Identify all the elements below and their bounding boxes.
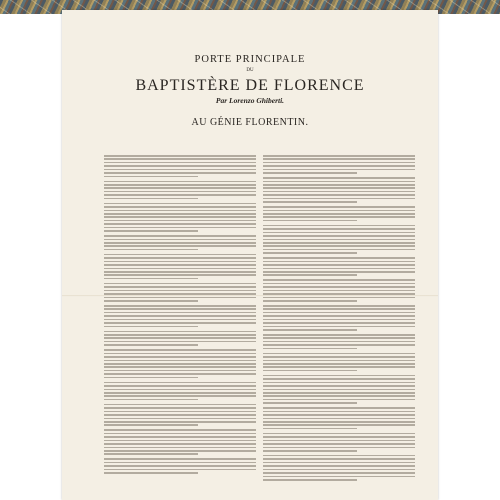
text-line [104,349,256,351]
text-line [263,194,415,196]
text-line [263,348,357,350]
text-line [104,312,256,314]
text-line [104,377,198,379]
text-line [263,326,415,328]
text-line [104,404,256,406]
text-line [104,469,256,471]
text-line [263,462,415,464]
text-line [263,249,415,251]
text-line [263,341,415,343]
text-line [104,331,256,333]
text-line [263,329,357,331]
text-line [263,235,415,237]
text-line [263,465,415,467]
text-line [263,334,415,336]
paragraph-gap [104,476,256,478]
text-line [263,308,415,310]
text-line [104,187,256,189]
text-line [104,286,256,288]
text-line [104,194,256,196]
text-line [104,198,198,200]
text-line [263,428,357,430]
heading-line-1: PORTE PRINCIPALE [194,54,306,65]
text-line [263,344,415,346]
text-line [263,392,415,394]
text-line [263,440,415,442]
text-line [104,254,256,256]
text-line [263,242,415,244]
text-line [263,385,415,387]
text-line [263,360,415,362]
text-line [104,249,198,251]
text-line [263,286,415,288]
text-line [104,450,256,452]
text-line [263,402,357,404]
text-line [263,476,415,478]
text-line [104,158,256,160]
body-text-column-right [263,155,415,493]
text-line [263,479,357,481]
author-line: Par Lorenzo Ghiberti. [215,96,285,105]
text-line [263,363,415,365]
text-line [263,297,415,299]
text-line [263,305,415,307]
text-line [104,297,256,299]
text-line [263,433,415,435]
text-line [104,370,256,372]
text-line [104,319,256,321]
text-line [263,458,415,460]
text-line [104,206,256,208]
text-line [104,308,256,310]
text-line [104,305,256,307]
text-line [104,395,256,397]
text-line [263,225,415,227]
text-line [104,334,256,336]
text-line [263,370,357,372]
text-line [263,436,415,438]
text-line [263,274,357,276]
text-line [104,363,256,365]
text-line [263,220,357,222]
text-line [263,216,415,218]
text-line [104,326,198,328]
heading-main: BAPTISTÈRE DE FLORENCE [135,77,365,94]
text-line [104,261,256,263]
text-line [104,274,256,276]
text-line [104,216,256,218]
text-line [263,228,415,230]
text-line [104,462,256,464]
text-line [104,155,256,157]
text-line [104,293,256,295]
text-line [263,155,415,157]
text-line [263,447,415,449]
text-line [104,465,256,467]
dedication-heading: AU GÉNIE FLORENTIN. [191,117,309,128]
text-line [104,191,256,193]
text-line [104,210,256,212]
text-line [104,230,198,232]
text-line [263,418,415,420]
text-line [104,399,198,401]
text-line [263,356,415,358]
text-line [104,239,256,241]
text-line [104,433,256,435]
text-line [104,373,256,375]
text-line [263,399,415,401]
text-line [263,177,415,179]
text-line [263,353,415,355]
text-line [104,447,256,449]
text-line [104,360,256,362]
text-line [263,293,415,295]
text-line [263,169,415,171]
text-line [104,356,256,358]
text-line [263,261,415,263]
text-line [104,278,198,280]
text-line [104,341,256,343]
text-line [104,203,256,205]
text-line [263,389,415,391]
text-line [104,418,256,420]
text-line [263,382,415,384]
text-line [104,169,256,171]
text-line [263,191,415,193]
text-line [263,239,415,241]
text-line [263,337,415,339]
text-line [104,443,256,445]
text-line [263,414,415,416]
text-line [104,227,256,229]
text-line [263,407,415,409]
text-line [104,366,256,368]
text-line [263,424,415,426]
text-line [263,184,415,186]
text-line [104,322,256,324]
text-line [263,279,415,281]
text-line [104,184,256,186]
text-line [104,172,256,174]
text-line [104,264,256,266]
text-line [263,158,415,160]
text-line [104,213,256,215]
text-line [263,232,415,234]
text-line [104,257,256,259]
text-line [263,450,357,452]
text-line [104,429,256,431]
text-line [104,245,256,247]
text-line [263,283,415,285]
text-line [104,300,198,302]
text-line [263,455,415,457]
text-line [104,421,256,423]
text-line [104,220,256,222]
text-line [263,187,415,189]
text-line [104,414,256,416]
text-line [263,181,415,183]
text-line [104,223,256,225]
text-line [104,235,256,237]
text-line [263,264,415,266]
text-line [104,407,256,409]
text-line [104,440,256,442]
text-line [104,389,256,391]
text-line [263,366,415,368]
text-line [104,337,256,339]
text-line [104,344,198,346]
text-line [104,290,256,292]
text-line [263,469,415,471]
text-line [263,210,415,212]
text-line [263,201,357,203]
text-line [263,443,415,445]
text-line [263,315,415,317]
body-text-column-left [104,155,256,493]
text-line [263,319,415,321]
text-line [263,395,415,397]
text-line [263,165,415,167]
text-line [263,322,415,324]
text-line [263,312,415,314]
text-line [104,353,256,355]
text-line [104,392,256,394]
text-line [104,283,256,285]
text-line [263,472,415,474]
text-line [104,162,256,164]
text-line [104,458,256,460]
text-line [104,181,256,183]
document-sheet [62,10,438,500]
text-line [104,382,256,384]
text-line [263,375,415,377]
text-line [104,165,256,167]
text-line [263,198,415,200]
text-line [104,268,256,270]
paragraph-gap [263,482,415,484]
text-line [104,271,256,273]
text-line [263,421,415,423]
text-line [263,271,415,273]
text-line [104,242,256,244]
text-line [263,245,415,247]
text-line [263,213,415,215]
text-line [104,436,256,438]
text-line [263,252,357,254]
text-line [263,206,415,208]
title-block [62,54,438,129]
text-line [104,472,198,474]
text-line [263,300,357,302]
text-line [104,453,198,455]
text-line [263,172,357,174]
text-line [263,378,415,380]
text-line [104,411,256,413]
text-line [104,176,198,178]
text-line [104,315,256,317]
text-line [263,290,415,292]
text-line [263,268,415,270]
text-line [104,385,256,387]
text-line [263,411,415,413]
text-line [263,162,415,164]
text-line [104,424,198,426]
text-line [263,257,415,259]
heading-connector: DU [246,68,254,73]
